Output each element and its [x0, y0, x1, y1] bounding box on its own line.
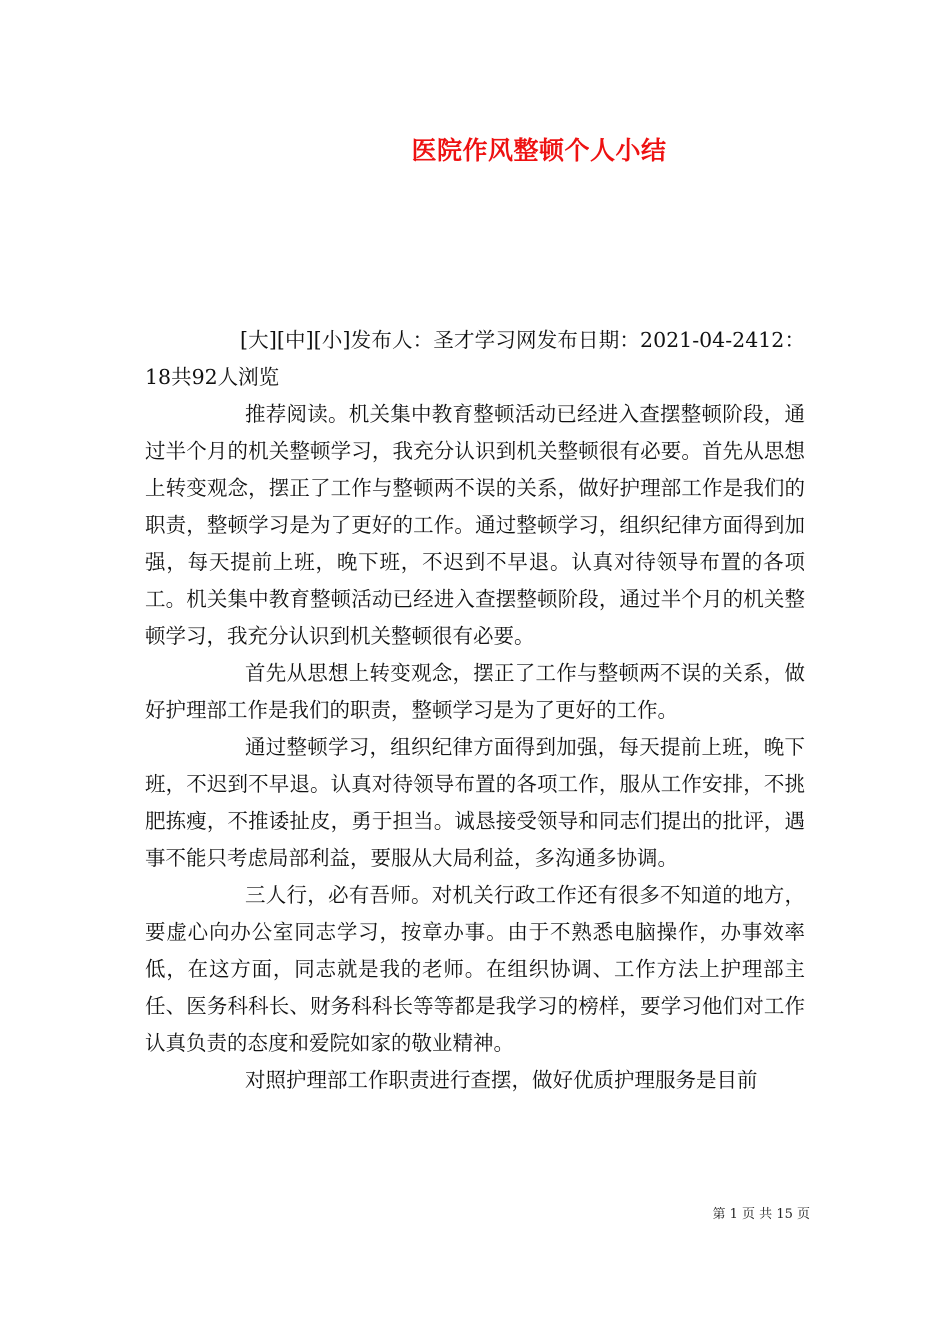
page-indicator: 第 1 页 共 15 页 [712, 1207, 810, 1222]
paragraph-2: 首先从思想上转变观念，摆正了工作与整顿两不误的关系，做好护理部工作是我们的职责，整顿学习是为了更好的工作。 [145, 661, 805, 722]
meta-line: [大][中][小]发布人：圣才学习网发布日期：2021-04-2412：18共92人浏览 [145, 328, 805, 389]
paragraph-4: 三人行，必有吾师。对机关行政工作还有很多不知道的地方，要虚心向办公室同志学习，按章办事。由于不熟悉电脑操作，办事效率低，在这方面，同志就是我的老师。在组织协调、工作方法上护理部主任、医务科科长、财务科科长等等都是我学习的榜样，要学习他们对工作认真负责的态度和爱院如家的敬业精神。 [145, 883, 805, 1055]
paragraph-1: 推荐阅读。机关集中教育整顿活动已经进入查摆整顿阶段，通过半个月的机关整顿学习，我充分认识到机关整顿很有必要。首先从思想上转变观念，摆正了工作与整顿两不误的关系，做好护理部工作是我们的职责，整顿学习是为了更好的工作。通过整顿学习，组织纪律方面得到加强，每天提前上班，晚下班，不迟到不早退。认真对待领导布置的各项工。机关集中教育整顿活动已经进入查摆整顿阶段，通过半个月的机关整顿学习，我充分认识到机关整顿很有必要。 [145, 402, 805, 648]
paragraph-3: 通过整顿学习，组织纪律方面得到加强，每天提前上班，晚下班，不迟到不早退。认真对待领导布置的各项工作，服从工作安排，不挑肥拣瘦，不推诿扯皮，勇于担当。诚恳接受领导和同志们提出的批评，遇事不能只考虑局部利益，要服从大局利益，多沟通多协调。 [145, 735, 805, 870]
paragraph-5: 对照护理部工作职责进行查摆，做好优质护理服务是目前 [245, 1068, 758, 1092]
document-title: 医院作风整顿个人小结 [411, 136, 667, 165]
document-body [145, 322, 805, 1099]
